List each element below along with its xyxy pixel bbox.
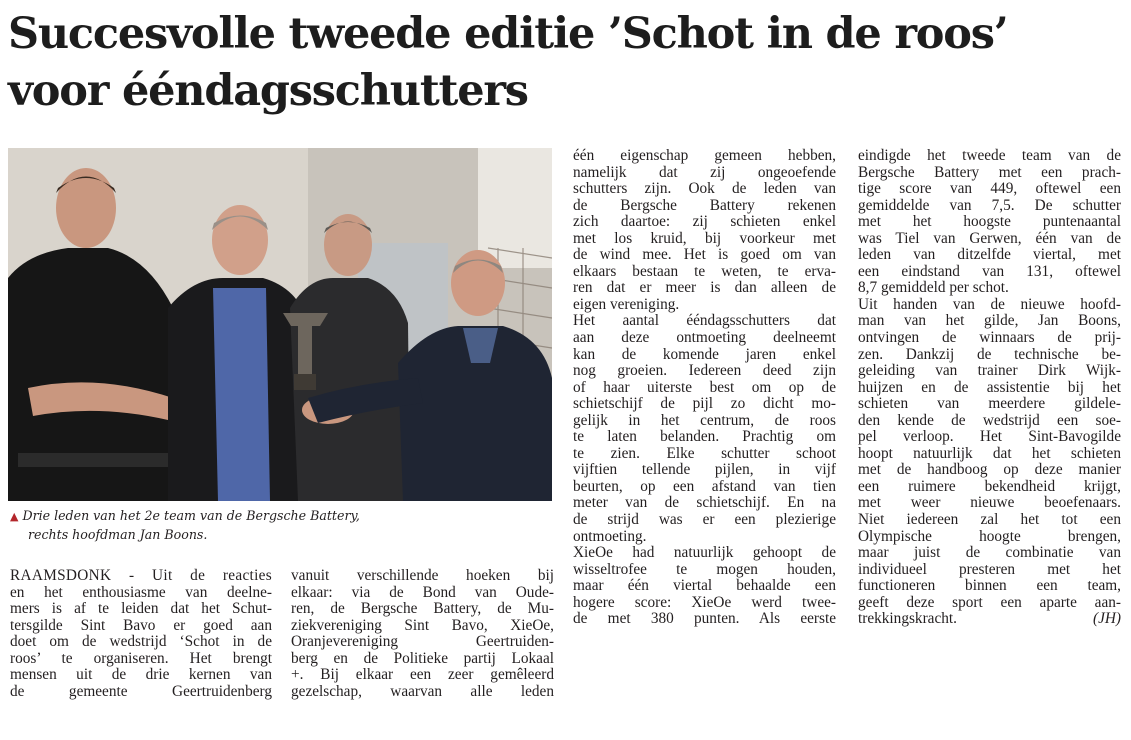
article-line: den kende de wedstrijd een soe-: [858, 411, 1121, 429]
article-line: +. Bij elkaar een zeer gemêleerd: [291, 666, 554, 684]
article-line: ren, de Bergsche Battery, de Mu-: [291, 600, 554, 618]
article-line: gezelschap, waarvan alle leden: [291, 682, 554, 700]
article-line: leden van ditzelfde viertal, met: [858, 246, 1121, 264]
article-column-2: [291, 568, 554, 700]
article-line: ren dat er meer is dan alleen de: [573, 279, 836, 297]
article-line: trekkingskracht. (JH): [858, 610, 1121, 628]
article-line: elkaars bestaan te weten, te erva-: [573, 262, 836, 280]
article-line: eigen vereniging.: [573, 295, 680, 313]
article-line: Uit handen van de nieuwe hoofd-: [858, 295, 1121, 313]
article-line: man van het gilde, Jan Boons,: [858, 312, 1121, 330]
article-line: ziekvereniging Sint Bavo, XieOe,: [291, 616, 554, 634]
article-line: de strijd was er een plezierige: [573, 511, 836, 529]
byline: (JH): [1092, 610, 1121, 628]
article-line: RAAMSDONK - Uit de reacties: [10, 567, 272, 584]
article-line: zich daartoe: zij schieten enkel: [573, 213, 836, 231]
article-column-4: [858, 148, 1121, 628]
article-line: maar juist de combinatie van: [858, 544, 1121, 562]
article-line: ontmoeting.: [573, 527, 647, 545]
article-line: namelijk dat zij ongeoefende: [573, 163, 836, 181]
article-line: hoopt natuurlijk dat het schieten: [858, 444, 1121, 462]
article-line: elkaar: via de Bond van Oude-: [291, 583, 554, 601]
article-line: de Bergsche Battery rekenen: [573, 196, 836, 214]
article-line: nog groeien. Iedereen deed zijn: [573, 362, 836, 380]
article-line: gelijk in het centrum, de roos: [573, 411, 836, 429]
article-line: vijftien tellende pijlen, in vijf: [573, 461, 836, 479]
article-column-1: [10, 568, 272, 700]
headline: [8, 6, 1126, 120]
article-line: zen. Dankzij de technische be-: [858, 345, 1121, 363]
article-line: schieten van meerdere gildele-: [858, 395, 1121, 413]
article-line: Het aantal ééndagsschutters dat: [573, 312, 836, 330]
article-line: Niet iedereen zal het tot een: [858, 511, 1121, 529]
article-line: met los kruid, bij voorkeur met: [573, 229, 836, 247]
article-line: doet om de wedstrijd ‘Schot in de: [10, 633, 272, 651]
article-line: huijzen en de assistentie bij het: [858, 378, 1121, 396]
photo-caption: [10, 507, 550, 544]
photo-illustration: [8, 148, 552, 501]
article-line: berg en de Politieke partij Lokaal: [291, 649, 554, 667]
article-line: aan deze ontmoeting deelneemt: [573, 329, 836, 347]
article-line: pel verloop. Het Sint-Bavogilde: [858, 428, 1121, 446]
article-line: ontvingen de winnaars de prij-: [858, 329, 1121, 347]
article-line: XieOe had natuurlijk gehoopt de: [573, 544, 836, 562]
article-line: met het hoogste puntenaantal: [858, 213, 1121, 231]
article-line: 8,7 gemiddeld per schot.: [858, 279, 1009, 297]
article-line: eindigde het tweede team van de: [858, 147, 1121, 164]
caption-line-1: Drie leden van het 2e team van de Bergsche Battery,: [22, 508, 360, 523]
article-line: Olympische hoogte brengen,: [858, 527, 1121, 545]
caption-marker-icon: ▲: [10, 510, 19, 523]
article-line: individueel presteren met het: [858, 560, 1121, 578]
article-line: geeft deze sport een aparte aan-: [858, 593, 1121, 611]
article-line: Bergsche Battery met een prach-: [858, 163, 1121, 181]
article-line: kan de komende jaren enkel: [573, 345, 836, 363]
article-line: één eigenschap gemeen hebben,: [573, 147, 836, 164]
article-line: en het enthousiasme van deelne-: [10, 583, 272, 601]
article-line: een ruimere bekendheid krijgt,: [858, 477, 1121, 495]
article-line: wisseltrofee te mogen houden,: [573, 560, 836, 578]
article-line: meter van de schietschijf. En na: [573, 494, 836, 512]
article-line: met de handboog op deze manier: [858, 461, 1121, 479]
article-line: te laten belanden. Prachtig om: [573, 428, 836, 446]
caption-line-2: rechts hoofdman Jan Boons.: [28, 527, 208, 542]
article-line: mensen uit de drie kernen van: [10, 666, 272, 684]
article-line: tersgilde Sint Bavo er goed aan: [10, 616, 272, 634]
headline-line-2: voor ééndagsschutters: [8, 66, 528, 116]
article-line: gemiddelde van 7,5. De schutter: [858, 196, 1121, 214]
article-line: mers is af te leiden dat het Schut-: [10, 600, 272, 618]
article-line: schietschijf de pijl zo dicht mo-: [573, 395, 836, 413]
article-photo: [8, 148, 552, 501]
article-line: beurten, op een afstand van tien: [573, 477, 836, 495]
headline-line-1: Succesvolle tweede editie ’Schot in de roos’: [8, 9, 1008, 59]
article-line: de wind mee. Het is goed om van: [573, 246, 836, 264]
article-line: geleiding van trainer Dirk Wijk-: [858, 362, 1121, 380]
article-line: schutters zijn. Ook de leden van: [573, 180, 836, 198]
article-line: de met 380 punten. Als eerste: [573, 610, 836, 628]
article-line: Oranjevereniging Geertruiden-: [291, 633, 554, 651]
article-line: maar één viertal behaalde een: [573, 577, 836, 595]
article-line: of haar uiterste best om op de: [573, 378, 836, 396]
article-line: vanuit verschillende hoeken bij: [291, 567, 554, 584]
article-line: hogere score: XieOe werd twee-: [573, 593, 836, 611]
article-line: roos’ te organiseren. Het brengt: [10, 649, 272, 667]
article-line: functioneren binnen een team,: [858, 577, 1121, 595]
article-line: een eindstand van 131, oftewel: [858, 262, 1121, 280]
article-line: was Tiel van Gerwen, één van de: [858, 229, 1121, 247]
article-line: tige score van 449, oftewel een: [858, 180, 1121, 198]
article-line: met weer nieuwe beoefenaars.: [858, 494, 1121, 512]
article-column-3: [573, 148, 836, 628]
article-line: de gemeente Geertruidenberg: [10, 682, 272, 700]
article-line: te zien. Elke schutter schoot: [573, 444, 836, 462]
